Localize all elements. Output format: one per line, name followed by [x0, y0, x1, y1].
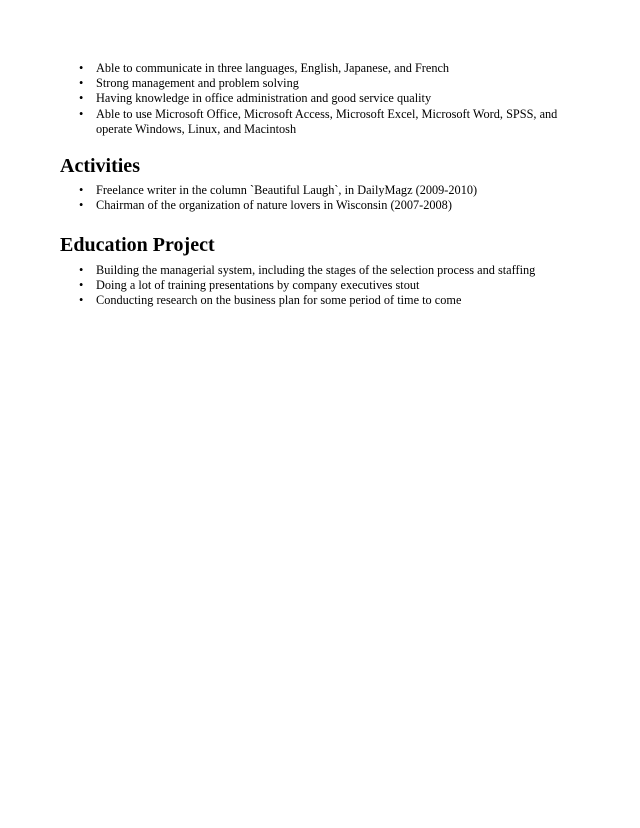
bullet-icon: •: [79, 263, 84, 277]
activities-list: [0, 183, 586, 213]
list-item-text: Strong management and problem solving: [96, 76, 299, 91]
list-item-text: Chairman of the organization of nature lovers in Wisconsin (2007-2008): [96, 198, 452, 213]
list-item: [0, 61, 586, 76]
bullet-icon: •: [79, 61, 84, 75]
list-item: [0, 183, 586, 198]
list-item: [0, 278, 586, 293]
education-project-heading: Education Project: [60, 234, 215, 256]
activities-heading: Activities: [60, 155, 140, 177]
list-item-text: Doing a lot of training presentations by company executives stout: [96, 278, 420, 293]
list-item-text: Conducting research on the business plan for some period of time to come: [96, 293, 462, 308]
bullet-icon: •: [79, 91, 84, 106]
education-project-list: [0, 263, 586, 309]
skills-list: [0, 61, 586, 137]
bullet-icon: •: [79, 76, 84, 91]
list-item-text: Having knowledge in office administration and good service quality: [96, 91, 432, 106]
list-item: [0, 293, 586, 308]
bullet-icon: •: [79, 183, 84, 197]
list-item: [0, 107, 586, 137]
list-item: [0, 76, 586, 91]
bullet-icon: •: [79, 278, 84, 293]
list-item: [0, 198, 586, 213]
bullet-icon: •: [79, 198, 84, 213]
bullet-icon: •: [79, 106, 84, 121]
list-item: [0, 263, 586, 278]
list-item-text: Able to use Microsoft Office, Microsoft Access, Microsoft Excel, Microsoft Word, SPSS, and operate Windows, Linux, and Macintosh: [96, 106, 558, 136]
bullet-icon: •: [79, 293, 84, 308]
list-item-text: Building the managerial system, including the stages of the selection process and staffing: [96, 263, 536, 277]
list-item-text: Able to communicate in three languages, English, Japanese, and French: [96, 61, 450, 75]
list-item: [0, 91, 586, 106]
list-item-text: Freelance writer in the column `Beautiful Laugh`, in DailyMagz (2009-2010): [96, 183, 478, 197]
